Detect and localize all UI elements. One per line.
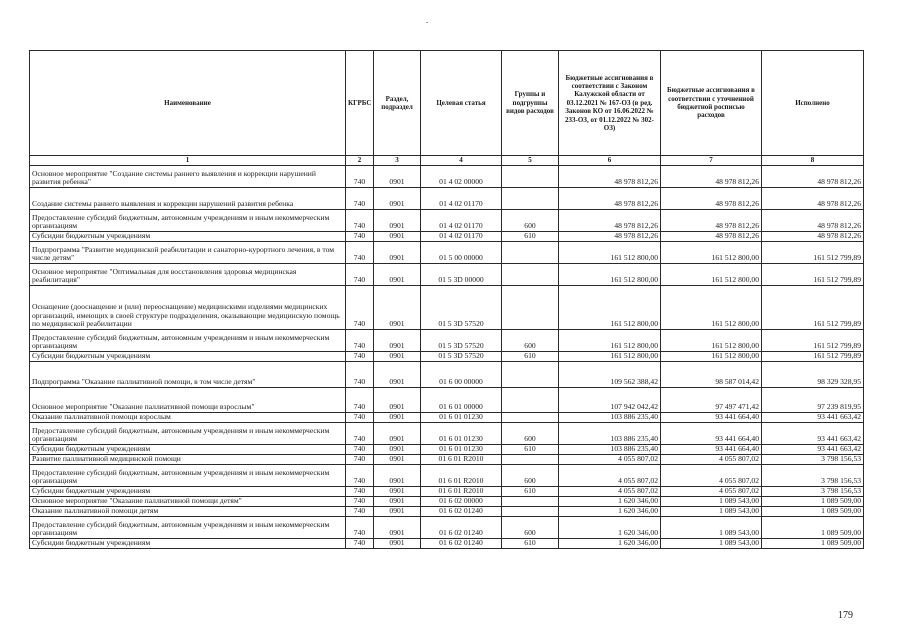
row-target-article: 01 4 02 00000 [421,166,502,188]
row-expense-group: 610 [502,232,559,242]
row-law-allocation: 1 620 346,00 [559,517,661,539]
table-row [30,286,864,330]
row-name: Субсидии бюджетным учреждениям [30,352,346,362]
row-name: Развитие паллиативной медицинской помощи [30,455,346,465]
header-name: Наименование [30,51,346,156]
table-row [30,539,864,549]
row-target-article: 01 6 01 R2010 [421,487,502,497]
row-expense-group [502,264,559,286]
row-executed: 93 441 663,42 [762,445,864,455]
row-target-article: 01 4 02 01170 [421,210,502,232]
row-law-allocation: 1 620 346,00 [559,539,661,549]
row-section: 0901 [374,445,421,455]
row-kgrbs: 740 [346,445,374,455]
row-expense-group [502,507,559,517]
column-number: 3 [374,156,421,166]
row-section: 0901 [374,242,421,264]
row-executed: 3 798 156,53 [762,465,864,487]
row-roster-allocation: 1 089 543,00 [661,517,762,539]
header-law-allocations: Бюджетные ассигнования в соответствии с Законом Калужской области от 03.12.2021 № 167-ОЗ (в ред. Законов КО от 16.06.2022 № 233-ОЗ, от 01.12.2022 № 302-ОЗ) [559,51,661,156]
row-section: 0901 [374,517,421,539]
row-expense-group: 600 [502,423,559,445]
row-target-article: 01 6 02 01240 [421,507,502,517]
column-number-row [30,156,864,166]
row-section: 0901 [374,507,421,517]
row-kgrbs: 740 [346,497,374,507]
row-executed: 93 441 663,42 [762,413,864,423]
row-name: Предоставление субсидий бюджетным, автономным учреждениям и иным некоммерческим организациям [30,330,346,352]
row-law-allocation: 4 055 807,02 [559,465,661,487]
row-roster-allocation: 1 089 543,00 [661,497,762,507]
row-name: Создание системы раннего выявления и коррекции нарушений развития ребенка [30,188,346,210]
table-row [30,455,864,465]
row-expense-group [502,188,559,210]
row-name: Оснащение (дооснащение и (или) переоснащение) медицинскими изделиями медицинских организаций, имеющих в своей структуре подразделения, оказывающие медицинскую помощь по медицинской реабилитации [30,286,346,330]
row-law-allocation: 4 055 807,02 [559,487,661,497]
row-roster-allocation: 4 055 807,02 [661,487,762,497]
row-kgrbs: 740 [346,539,374,549]
row-target-article: 01 4 02 01170 [421,232,502,242]
row-roster-allocation: 4 055 807,02 [661,455,762,465]
row-law-allocation: 103 886 235,40 [559,423,661,445]
row-name: Основное мероприятие "Создание системы раннего выявления и коррекции нарушений развития ребенка" [30,166,346,188]
scan-artifact [426,22,428,23]
row-law-allocation: 48 978 812,26 [559,210,661,232]
row-law-allocation: 1 620 346,00 [559,507,661,517]
table-row [30,210,864,232]
row-kgrbs: 740 [346,455,374,465]
row-expense-group: 600 [502,330,559,352]
row-section: 0901 [374,423,421,445]
row-section: 0901 [374,388,421,413]
row-section: 0901 [374,232,421,242]
row-section: 0901 [374,352,421,362]
header-expense-group: Группы и подгруппы видов расходов [502,51,559,156]
table-body [30,166,864,549]
row-expense-group: 610 [502,445,559,455]
row-kgrbs: 740 [346,264,374,286]
row-kgrbs: 740 [346,517,374,539]
row-roster-allocation: 48 978 812,26 [661,166,762,188]
row-roster-allocation: 1 089 543,00 [661,539,762,549]
column-number: 5 [502,156,559,166]
row-kgrbs: 740 [346,242,374,264]
row-executed: 98 329 328,95 [762,362,864,388]
row-executed: 93 441 663,42 [762,423,864,445]
row-law-allocation: 161 512 800,00 [559,242,661,264]
row-roster-allocation: 98 587 014,42 [661,362,762,388]
table-row [30,188,864,210]
row-executed: 3 798 156,53 [762,455,864,465]
row-target-article: 01 6 02 01240 [421,517,502,539]
table-row [30,497,864,507]
row-roster-allocation: 48 978 812,26 [661,188,762,210]
row-target-article: 01 6 01 01230 [421,423,502,445]
row-kgrbs: 740 [346,465,374,487]
row-target-article: 01 6 00 00000 [421,362,502,388]
row-target-article: 01 5 00 00000 [421,242,502,264]
row-law-allocation: 103 886 235,40 [559,445,661,455]
table-row [30,413,864,423]
row-roster-allocation: 161 512 800,00 [661,286,762,330]
row-name: Подпрограмма "Развитие медицинской реабилитации и санаторно-курортного лечения, в том числе детям" [30,242,346,264]
row-roster-allocation: 161 512 800,00 [661,352,762,362]
row-kgrbs: 740 [346,487,374,497]
row-expense-group [502,166,559,188]
row-law-allocation: 161 512 800,00 [559,286,661,330]
row-target-article: 01 4 02 01170 [421,188,502,210]
table-row [30,232,864,242]
row-kgrbs: 740 [346,362,374,388]
table-row [30,388,864,413]
header-target-article: Целевая статья [421,51,502,156]
table-row [30,517,864,539]
row-kgrbs: 740 [346,166,374,188]
row-executed: 48 978 812,26 [762,188,864,210]
row-expense-group [502,286,559,330]
row-law-allocation: 161 512 800,00 [559,264,661,286]
row-kgrbs: 740 [346,210,374,232]
row-roster-allocation: 4 055 807,02 [661,465,762,487]
row-name: Субсидии бюджетным учреждениям [30,539,346,549]
row-roster-allocation: 48 978 812,26 [661,232,762,242]
header-executed: Исполнено [762,51,864,156]
row-target-article: 01 5 3D 57520 [421,330,502,352]
row-law-allocation: 4 055 807,02 [559,455,661,465]
row-law-allocation: 48 978 812,26 [559,188,661,210]
row-law-allocation: 109 562 388,42 [559,362,661,388]
row-target-article: 01 6 02 00000 [421,497,502,507]
row-law-allocation: 103 886 235,40 [559,413,661,423]
row-target-article: 01 5 3D 00000 [421,264,502,286]
column-number: 2 [346,156,374,166]
page-number: 179 [838,610,853,621]
row-expense-group: 600 [502,465,559,487]
row-name: Предоставление субсидий бюджетным, автономным учреждениям и иным некоммерческим организациям [30,517,346,539]
row-section: 0901 [374,465,421,487]
row-law-allocation: 48 978 812,26 [559,232,661,242]
row-kgrbs: 740 [346,388,374,413]
row-law-allocation: 161 512 800,00 [559,352,661,362]
row-name: Основное мероприятие "Оказание паллиативной помощи детям" [30,497,346,507]
row-expense-group: 610 [502,487,559,497]
row-section: 0901 [374,264,421,286]
row-target-article: 01 6 01 01230 [421,445,502,455]
row-kgrbs: 740 [346,286,374,330]
column-number: 8 [762,156,864,166]
row-expense-group: 600 [502,210,559,232]
table-row [30,465,864,487]
row-section: 0901 [374,497,421,507]
row-name: Оказание паллиативной помощи взрослым [30,413,346,423]
table-row [30,264,864,286]
row-kgrbs: 740 [346,232,374,242]
row-section: 0901 [374,330,421,352]
row-kgrbs: 740 [346,188,374,210]
column-number: 7 [661,156,762,166]
row-expense-group: 610 [502,539,559,549]
row-target-article: 01 5 3D 57520 [421,352,502,362]
header-section: Раздел, подраздел [374,51,421,156]
row-target-article: 01 6 02 01240 [421,539,502,549]
row-section: 0901 [374,210,421,232]
row-expense-group: 600 [502,517,559,539]
row-roster-allocation: 161 512 800,00 [661,264,762,286]
row-expense-group [502,242,559,264]
row-expense-group [502,455,559,465]
row-executed: 48 978 812,26 [762,210,864,232]
row-executed: 1 089 509,00 [762,507,864,517]
row-section: 0901 [374,539,421,549]
budget-table [29,50,864,549]
row-law-allocation: 161 512 800,00 [559,330,661,352]
row-section: 0901 [374,362,421,388]
table-row [30,423,864,445]
row-executed: 1 089 509,00 [762,497,864,507]
row-roster-allocation: 1 089 543,00 [661,507,762,517]
row-target-article: 01 6 01 R2010 [421,465,502,487]
row-law-allocation: 107 942 042,42 [559,388,661,413]
row-executed: 161 512 799,89 [762,286,864,330]
row-executed: 1 089 509,00 [762,539,864,549]
row-expense-group [502,388,559,413]
row-kgrbs: 740 [346,330,374,352]
row-kgrbs: 740 [346,413,374,423]
column-number: 4 [421,156,502,166]
row-executed: 48 978 812,26 [762,166,864,188]
row-executed: 97 239 819,95 [762,388,864,413]
row-kgrbs: 740 [346,352,374,362]
row-kgrbs: 740 [346,507,374,517]
row-name: Предоставление субсидий бюджетным, автономным учреждениям и иным некоммерческим организациям [30,423,346,445]
row-executed: 1 089 509,00 [762,517,864,539]
row-executed: 161 512 799,89 [762,330,864,352]
row-law-allocation: 1 620 346,00 [559,497,661,507]
row-name: Субсидии бюджетным учреждениям [30,487,346,497]
table-row [30,362,864,388]
table-row [30,487,864,497]
row-roster-allocation: 161 512 800,00 [661,330,762,352]
row-roster-allocation: 93 441 664,40 [661,423,762,445]
row-section: 0901 [374,413,421,423]
row-name: Оказание паллиативной помощи детям [30,507,346,517]
row-executed: 161 512 799,89 [762,352,864,362]
header-kgrbs: КГРБС [346,51,374,156]
row-law-allocation: 48 978 812,26 [559,166,661,188]
row-expense-group [502,413,559,423]
row-target-article: 01 6 01 01230 [421,413,502,423]
row-name: Предоставление субсидий бюджетным, автономным учреждениям и иным некоммерческим организациям [30,210,346,232]
column-number: 1 [30,156,346,166]
table-row [30,445,864,455]
column-number: 6 [559,156,661,166]
row-roster-allocation: 93 441 664,40 [661,413,762,423]
row-roster-allocation: 93 441 664,40 [661,445,762,455]
row-executed: 161 512 799,89 [762,242,864,264]
row-target-article: 01 5 3D 57520 [421,286,502,330]
table-row [30,507,864,517]
row-name: Предоставление субсидий бюджетным, автономным учреждениям и иным некоммерческим организациям [30,465,346,487]
row-name: Основное мероприятие "Оказание паллиативной помощи взрослым" [30,388,346,413]
row-name: Субсидии бюджетным учреждениям [30,232,346,242]
table-row [30,242,864,264]
row-executed: 3 798 156,53 [762,487,864,497]
row-section: 0901 [374,286,421,330]
table-row [30,330,864,352]
row-name: Основное мероприятие "Оптимальная для восстановления здоровья медицинская реабилитация" [30,264,346,286]
row-executed: 161 512 799,89 [762,264,864,286]
row-expense-group [502,497,559,507]
row-name: Субсидии бюджетным учреждениям [30,445,346,455]
header-row [30,51,864,156]
table-row [30,352,864,362]
table-row [30,166,864,188]
row-expense-group [502,362,559,388]
row-roster-allocation: 97 497 471,42 [661,388,762,413]
header-roster-allocations: Бюджетные ассигнования в соответствии с уточненной бюджетной росписью расходов [661,51,762,156]
row-kgrbs: 740 [346,423,374,445]
row-section: 0901 [374,455,421,465]
row-section: 0901 [374,487,421,497]
row-roster-allocation: 161 512 800,00 [661,242,762,264]
row-section: 0901 [374,188,421,210]
row-expense-group: 610 [502,352,559,362]
row-target-article: 01 6 01 00000 [421,388,502,413]
row-target-article: 01 6 01 R2010 [421,455,502,465]
row-executed: 48 978 812,26 [762,232,864,242]
row-section: 0901 [374,166,421,188]
row-name: Подпрограмма "Оказание паллиативной помощи, в том числе детям" [30,362,346,388]
row-roster-allocation: 48 978 812,26 [661,210,762,232]
